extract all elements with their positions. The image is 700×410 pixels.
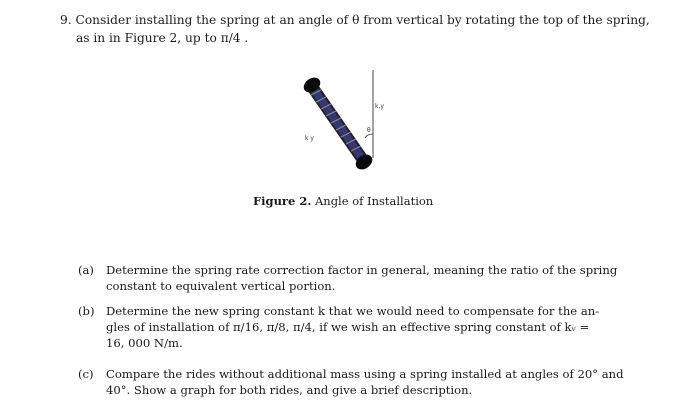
part-a-label: (a) bbox=[78, 263, 94, 277]
label-angle: θ bbox=[367, 127, 371, 134]
part-a-line-2: constant to equivalent vertical portion. bbox=[106, 279, 336, 293]
part-b-line-3: 16, 000 N/m. bbox=[106, 336, 183, 350]
problem-text-1: Consider installing the spring at an angle of θ from vertical by rotating the top of the spring, bbox=[75, 13, 650, 27]
part-c-text-1: Compare the rides without additional mass using a spring installed at angles of 20° and bbox=[106, 367, 624, 381]
part-b-line-2: gles of installation of π/16, π/8, π/4, if we wish an effective spring constant of kᵥ = bbox=[106, 320, 590, 334]
caption-text: Angle of Installation bbox=[314, 194, 434, 208]
label-top: k,y bbox=[375, 103, 384, 110]
spring-coil bbox=[311, 88, 363, 160]
spring-figure bbox=[275, 68, 415, 178]
caption-bold: Figure 2. bbox=[253, 194, 312, 208]
part-b bbox=[78, 303, 599, 351]
figure-caption bbox=[253, 194, 433, 208]
part-b-line-1 bbox=[78, 303, 599, 319]
part-a-text-1: Determine the spring rate correction factor in general, meaning the ratio of the spring bbox=[106, 263, 618, 277]
part-c-line-1 bbox=[78, 366, 624, 382]
problem-statement-line-1 bbox=[60, 12, 650, 28]
part-a bbox=[78, 262, 617, 294]
angle-arc bbox=[365, 134, 373, 138]
part-c-label: (c) bbox=[78, 367, 94, 381]
label-left: k y bbox=[305, 135, 314, 142]
part-b-label: (b) bbox=[78, 304, 95, 318]
part-c-line-2: 40°. Show a graph for both rides, and give a brief description. bbox=[106, 383, 473, 397]
problem-number: 9. bbox=[60, 13, 72, 27]
part-a-line-1 bbox=[78, 262, 617, 278]
part-c bbox=[78, 366, 624, 398]
part-b-text-1: Determine the new spring constant k that we would need to compensate for the an- bbox=[106, 304, 600, 318]
problem-statement-line-2: as in in Figure 2, up to π/4 . bbox=[76, 31, 249, 45]
